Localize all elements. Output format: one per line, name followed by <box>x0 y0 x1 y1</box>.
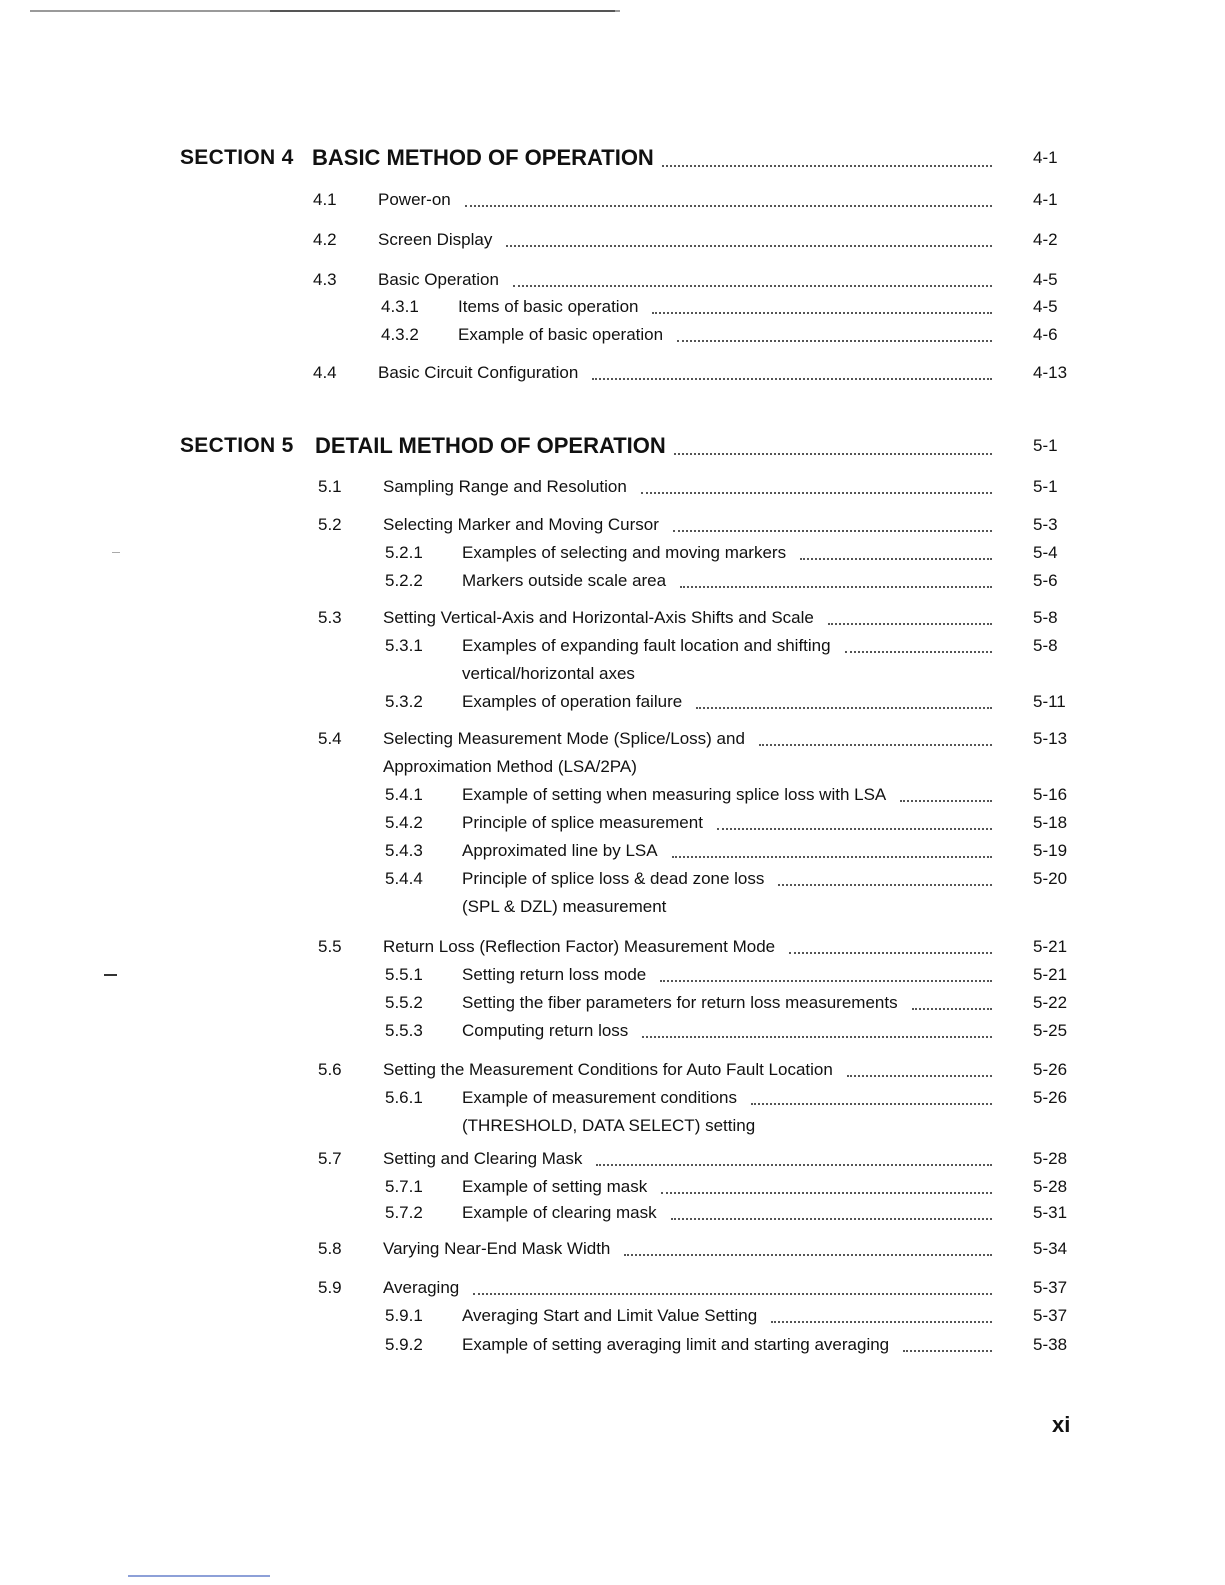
entry-number: 4.1 <box>313 190 337 209</box>
entry-page-number: 5-20 <box>1033 869 1068 888</box>
section-heading-row <box>0 143 1225 173</box>
entry-number: 4.3 <box>313 270 337 289</box>
dot-leader <box>717 828 992 830</box>
toc-entry[interactable] <box>0 265 1225 295</box>
entry-number: 5.9.2 <box>385 1335 423 1354</box>
toc-entry[interactable] <box>0 988 1225 1018</box>
toc-entry[interactable] <box>0 320 1225 350</box>
dot-leader <box>473 1293 992 1295</box>
entry-title: Examples of expanding fault location and shifting <box>462 636 831 655</box>
entry-title: Setting return loss mode <box>462 965 647 984</box>
entry-title: Examples of operation failure <box>462 692 683 711</box>
toc-entry[interactable] <box>0 864 1225 916</box>
entry-number: 5.6.1 <box>385 1088 423 1107</box>
dot-leader <box>847 1075 992 1077</box>
entry-title: Averaging <box>383 1278 460 1297</box>
entry-number: 5.4.2 <box>385 813 423 832</box>
section-title: DETAIL METHOD OF OPERATION <box>315 433 666 458</box>
entry-title: Screen Display <box>378 230 493 249</box>
dot-leader <box>903 1350 992 1352</box>
entry-title: Example of basic operation <box>458 325 664 344</box>
toc-entry[interactable] <box>0 687 1225 717</box>
entry-number: 5.6 <box>318 1060 342 1079</box>
toc-entry[interactable] <box>0 1301 1225 1331</box>
entry-number: 5.5.1 <box>385 965 423 984</box>
entry-number: 4.3.1 <box>381 297 419 316</box>
dot-leader <box>789 952 992 954</box>
entry-number: 5.2.2 <box>385 571 423 590</box>
entry-title: Basic Circuit Configuration <box>378 363 579 382</box>
entry-page-number: 5-34 <box>1033 1239 1068 1258</box>
dot-leader <box>800 558 992 560</box>
dot-leader <box>624 1254 992 1256</box>
entry-page-number: 4-1 <box>1033 190 1058 209</box>
dot-leader <box>771 1321 992 1323</box>
entry-number: 5.5.3 <box>385 1021 423 1040</box>
toc-entry[interactable] <box>0 1055 1225 1085</box>
entry-title: Basic Operation <box>378 270 499 289</box>
entry-number: 5.4 <box>318 729 342 748</box>
dot-leader <box>912 1008 992 1010</box>
entry-number: 5.8 <box>318 1239 342 1258</box>
entry-page-number: 4-13 <box>1033 363 1068 382</box>
dot-leader <box>759 744 992 746</box>
entry-number: 5.4.1 <box>385 785 423 804</box>
entry-title: Sampling Range and Resolution <box>383 477 627 496</box>
scan-edge-line <box>128 1575 270 1577</box>
entry-number: 5.7.1 <box>385 1177 423 1196</box>
entry-page-number: 5-21 <box>1033 937 1068 956</box>
entry-title-continuation: (SPL & DZL) measurement <box>462 897 667 916</box>
scan-edge-line <box>270 10 615 12</box>
entry-title: Selecting Measurement Mode (Splice/Loss) and <box>383 729 745 748</box>
entry-number: 5.9 <box>318 1278 342 1297</box>
dot-leader <box>751 1103 992 1105</box>
entry-page-number: 5-19 <box>1033 841 1068 860</box>
dot-leader <box>661 1192 992 1194</box>
dot-leader <box>674 453 992 455</box>
entry-title: Setting the fiber parameters for return loss measurements <box>462 993 898 1012</box>
entry-page-number: 5-8 <box>1033 636 1058 655</box>
toc-entry[interactable] <box>0 566 1225 596</box>
toc-entry[interactable] <box>0 1330 1225 1360</box>
dot-leader <box>465 205 992 207</box>
entry-title: Markers outside scale area <box>462 571 667 590</box>
page-folio: xi <box>1052 1412 1071 1437</box>
section-heading-row <box>0 431 1225 461</box>
dot-leader <box>672 856 992 858</box>
entry-title: Setting the Measurement Conditions for Auto Fault Location <box>383 1060 833 1079</box>
dot-leader <box>828 623 992 625</box>
entry-title: Computing return loss <box>462 1021 629 1040</box>
entry-title: Principle of splice measurement <box>462 813 703 832</box>
entry-title: Power-on <box>378 190 451 209</box>
entry-title: Principle of splice loss & dead zone loss <box>462 869 765 888</box>
toc-entry[interactable] <box>0 292 1225 322</box>
toc-entry[interactable] <box>0 185 1225 215</box>
toc-entry[interactable] <box>0 472 1225 502</box>
entry-page-number: 5-16 <box>1033 785 1068 804</box>
entry-number: 4.3.2 <box>381 325 419 344</box>
dot-leader <box>696 707 992 709</box>
entry-title: Example of setting mask <box>462 1177 648 1196</box>
entry-page-number: 5-8 <box>1033 608 1058 627</box>
dot-leader <box>596 1164 992 1166</box>
dot-leader <box>641 492 992 494</box>
entry-page-number: 4-5 <box>1033 270 1058 289</box>
entry-page-number: 5-18 <box>1033 813 1068 832</box>
entry-page-number: 5-31 <box>1033 1203 1068 1222</box>
entry-page-number: 5-37 <box>1033 1278 1068 1297</box>
entry-page-number: 5-37 <box>1033 1306 1068 1325</box>
toc-entry[interactable] <box>0 631 1225 683</box>
toc-entry[interactable] <box>0 1083 1225 1135</box>
entry-number: 5.5 <box>318 937 342 956</box>
entry-page-number: 5-28 <box>1033 1149 1068 1168</box>
toc-entry[interactable] <box>0 358 1225 388</box>
entry-number: 5.9.1 <box>385 1306 423 1325</box>
section-page-number: 4-1 <box>1033 148 1058 167</box>
dot-leader <box>845 651 992 653</box>
toc-entry[interactable] <box>0 808 1225 838</box>
dot-leader <box>671 1218 992 1220</box>
dot-leader <box>680 586 992 588</box>
entry-title: Examples of selecting and moving markers <box>462 543 787 562</box>
dot-leader <box>677 340 992 342</box>
entry-title: Setting Vertical-Axis and Horizontal-Axis Shifts and Scale <box>383 608 814 627</box>
entry-title-continuation: Approximation Method (LSA/2PA) <box>383 757 637 776</box>
toc-entry[interactable] <box>0 960 1225 990</box>
dot-leader <box>900 800 992 802</box>
entry-page-number: 5-1 <box>1033 477 1058 496</box>
entry-page-number: 5-26 <box>1033 1060 1068 1079</box>
entry-title: Example of clearing mask <box>462 1203 657 1222</box>
toc-entry[interactable] <box>0 724 1225 776</box>
toc-entry[interactable] <box>0 780 1225 810</box>
entry-number: 5.4.3 <box>385 841 423 860</box>
dot-leader <box>662 165 992 167</box>
entry-number: 5.2 <box>318 515 342 534</box>
entry-title: Items of basic operation <box>458 297 639 316</box>
section-title: BASIC METHOD OF OPERATION <box>312 145 654 170</box>
entry-number: 5.2.1 <box>385 543 423 562</box>
entry-page-number: 4-6 <box>1033 325 1058 344</box>
dot-leader <box>592 378 992 380</box>
entry-number: 5.5.2 <box>385 993 423 1012</box>
entry-number: 5.3.1 <box>385 636 423 655</box>
toc-entry[interactable] <box>0 1016 1225 1046</box>
toc-entry[interactable] <box>0 538 1225 568</box>
entry-title: Example of measurement conditions <box>462 1088 737 1107</box>
dot-leader <box>513 285 992 287</box>
entry-title: Example of setting when measuring splice loss with LSA <box>462 785 887 804</box>
toc-entry[interactable] <box>0 836 1225 866</box>
toc-entry[interactable] <box>0 1273 1225 1303</box>
toc-entry[interactable] <box>0 1234 1225 1264</box>
section-label: SECTION 5 <box>180 434 294 457</box>
toc-entry[interactable] <box>0 932 1225 962</box>
entry-page-number: 5-6 <box>1033 571 1058 590</box>
toc-entry[interactable] <box>0 225 1225 255</box>
dot-leader <box>778 884 992 886</box>
toc-entry[interactable] <box>0 603 1225 633</box>
section-page-number: 5-1 <box>1033 436 1058 455</box>
dot-leader <box>642 1036 992 1038</box>
toc-entry[interactable] <box>0 1198 1225 1228</box>
entry-number: 5.1 <box>318 477 342 496</box>
entry-title: Selecting Marker and Moving Cursor <box>383 515 659 534</box>
dot-leader <box>660 980 992 982</box>
entry-title: Return Loss (Reflection Factor) Measurement Mode <box>383 937 776 956</box>
entry-number: 5.7.2 <box>385 1203 423 1222</box>
entry-title: Averaging Start and Limit Value Setting <box>462 1306 758 1325</box>
entry-page-number: 5-3 <box>1033 515 1058 534</box>
entry-title: Example of setting averaging limit and starting averaging <box>462 1335 890 1354</box>
entry-number: 5.4.4 <box>385 869 423 888</box>
entry-title: Varying Near-End Mask Width <box>383 1239 611 1258</box>
entry-title-continuation: (THRESHOLD, DATA SELECT) setting <box>462 1116 756 1135</box>
entry-title-continuation: vertical/horizontal axes <box>462 664 635 683</box>
entry-page-number: 5-28 <box>1033 1177 1068 1196</box>
entry-page-number: 5-4 <box>1033 543 1058 562</box>
entry-page-number: 5-13 <box>1033 729 1068 748</box>
toc-entry[interactable] <box>0 510 1225 540</box>
section-label: SECTION 4 <box>180 146 294 169</box>
dot-leader <box>673 530 992 532</box>
entry-page-number: 5-21 <box>1033 965 1068 984</box>
entry-page-number: 5-26 <box>1033 1088 1068 1107</box>
entry-page-number: 5-38 <box>1033 1335 1068 1354</box>
entry-title: Setting and Clearing Mask <box>383 1149 583 1168</box>
entry-number: 4.4 <box>313 363 337 382</box>
entry-title: Approximated line by LSA <box>462 841 658 860</box>
entry-page-number: 5-25 <box>1033 1021 1068 1040</box>
entry-number: 5.3 <box>318 608 342 627</box>
dot-leader <box>506 245 992 247</box>
entry-number: 5.3.2 <box>385 692 423 711</box>
dot-leader <box>652 312 992 314</box>
entry-number: 4.2 <box>313 230 337 249</box>
entry-page-number: 4-2 <box>1033 230 1058 249</box>
entry-page-number: 5-22 <box>1033 993 1068 1012</box>
entry-page-number: 4-5 <box>1033 297 1058 316</box>
entry-page-number: 5-11 <box>1033 692 1066 711</box>
toc-entry[interactable] <box>0 1144 1225 1174</box>
entry-number: 5.7 <box>318 1149 342 1168</box>
